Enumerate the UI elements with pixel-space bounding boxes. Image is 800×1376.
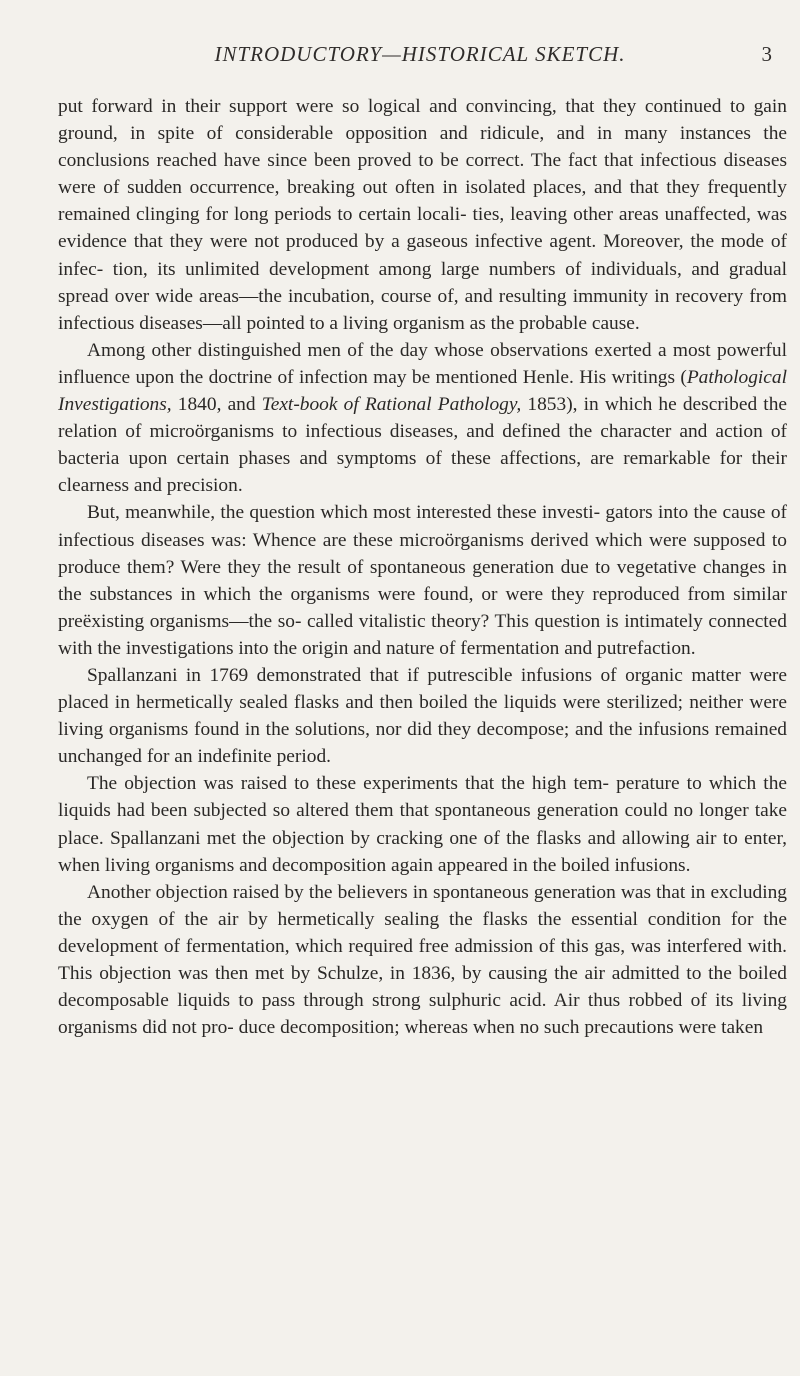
paragraph: But, meanwhile, the question which most interested these investi- gators into the cause of infectious diseases was: Whence are these microörganisms derived which were supposed to produce them? Were they the result of spontaneous generation due to vegetative changes in the substances in which the organisms were found, or were they reproduced from similar preëxisting organisms—the so- called vitalistic theory? This question is intimately connected with the investigations into the origin and nature of fermentation and putrefaction. [58, 502, 787, 659]
page-number: 3 [761, 42, 772, 66]
running-header [60, 42, 780, 82]
paragraph: Spallanzani in 1769 demonstrated that if putrescible infusions of organic matter were placed in hermetically sealed flasks and then boiled the liquids were sterilized; neither were living organisms found in the solutions, nor did they decompose; and the infusions remained unchanged for an indefinite period. [58, 664, 787, 768]
book-title-pathological-investigations: Pathological Investigations, [58, 366, 787, 416]
body-text [58, 93, 787, 1041]
book-title-rational-pathology: Text-book of Rational Pathology, [261, 394, 522, 416]
paragraph-text: 1840, and [171, 394, 262, 416]
paragraph-text: Among other distinguished men of the day whose observations exerted a most powerful influence upon the doctrine of infection may be mentioned Henle. His writings ( [58, 339, 787, 388]
paragraph: The objection was raised to these experiments that the high tem- perature to which the liquids had been subjected so altered them that spontaneous generation could no longer take place. Spallanzani met the objection by cracking one of the flasks and allowing air to enter, when living organisms and decomposition again appeared in the boiled infusions. [58, 773, 787, 876]
paragraph: put forward in their support were so logical and convincing, that they continued to gain ground, in spite of considerable opposition and ridicule, and in many instances the conclusions reached have since been proved to be correct. The fact that infectious diseases were of sudden occurrence, breaking out often in isolated places, and that they frequently remained clinging for long periods to certain locali- ties, leaving other areas unaffected, was evidence that they were not produced by a gaseous infective agent. Moreover, the mode of infec- tion, its unlimited development among large numbers of individuals, and gradual spread over wide areas—the incubation, course of, and resulting immunity in recovery from infectious diseases—all pointed to a living organism as the probable cause. [58, 96, 787, 334]
running-title: INTRODUCTORY—HISTORICAL SKETCH. [214, 42, 626, 66]
paragraph: Another objection raised by the believers in spontaneous generation was that in excluding the oxygen of the air by hermetically sealing the flasks the essential condition for the development of fermentation, which required free admission of this gas, was interfered with. This objection was then met by Schulze, in 1836, by causing the air admitted to the boiled decomposable liquids to pass through strong sulphuric acid. Air thus robbed of its living organisms did not pro- duce decomposition; whereas when no such precautions were taken [58, 881, 787, 1039]
paragraph-text: 1853), in which he described the relation of microörganisms to infectious diseases, and defined the character and action of bacteria upon certain phases and symptoms of these affections, are remarkable for their clearness and precision. [58, 394, 787, 497]
paragraph-henle [58, 337, 787, 500]
